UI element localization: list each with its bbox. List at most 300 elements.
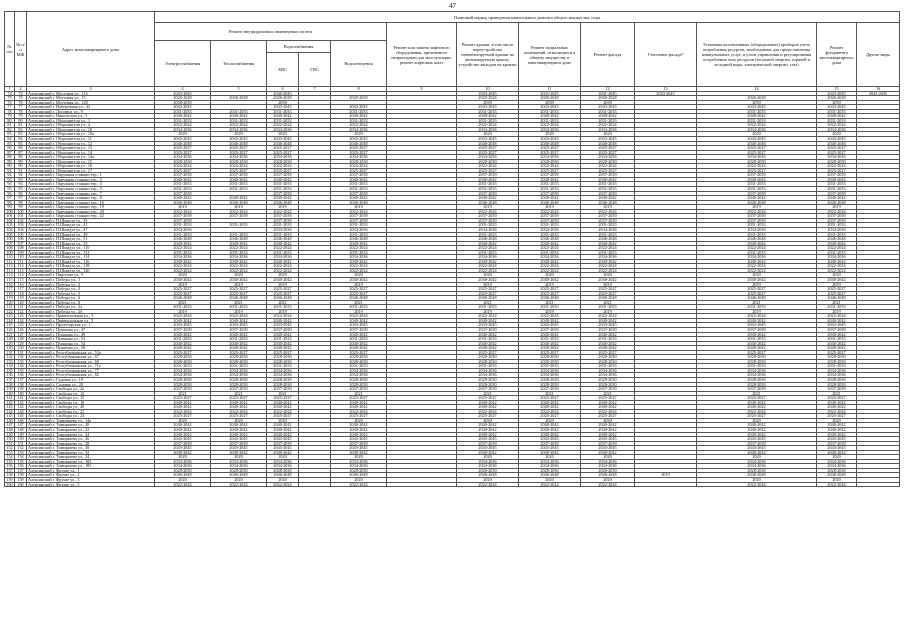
period-cell: 2020 [267,418,299,423]
period-cell: 2031-2033 [457,364,519,369]
period-cell: 2037-2039 [457,327,519,332]
period-cell: 2043-2045 [267,323,299,328]
index-cell: 119 [6,295,13,301]
period-cell: 2019 [697,205,817,210]
period-cell: 2037-2039 [817,191,857,196]
address-cell: Алексинский г. Победы ул., 2 [27,282,155,287]
period-cell: 2037-2039 [211,387,267,392]
period-cell: 2020 [155,273,211,278]
roof-header: Ремонт крыши, в том числе переустройство невентилируемой крыши на вентилируемую крышу, устройство выходов на кровлю [457,23,519,87]
index-cell: 82 [5,127,15,132]
period-cell: 2022-2024 [211,123,267,128]
period-cell: 2037-2039 [155,441,211,446]
period-cell: 2040-2042 [581,341,635,346]
index-cell: 148 [6,427,13,433]
period-cell: 2043-2045 [267,105,299,110]
period-cell: 2040-2042 [211,423,267,428]
index-cell: 122 [15,309,27,314]
period-cell: 2034-2036 [457,368,519,373]
period-cell: 2028-2030 [155,159,211,164]
address-cell: Алексинский г. Республиканская ул., 71а [27,364,155,369]
period-cell: 2022-2024 [211,164,267,169]
period-cell: 2046-2048 [211,200,267,205]
period-cell: 2022-2024 [331,482,387,487]
period-cell: 2043-2045 [267,137,299,142]
index-cell: 141 [15,396,27,401]
period-cell: 2025-2027 [211,350,267,355]
period-cell: 2046-2048 [267,141,299,146]
period-cell: 2034-2036 [581,255,635,260]
period-cell: 2046-2048 [211,296,267,301]
period-cell: 2034-2036 [267,368,299,373]
period-cell: 2046-2048 [817,141,857,146]
period-cell: 2034-2036 [155,227,211,232]
address-cell: Алексинский г. Оборонителя ул., 14 [27,150,155,155]
address-cell: Алексинский г. П.Шмидта ул., 41 [27,223,155,228]
period-cell: 2022-2024 [581,123,635,128]
period-cell: 2021 [155,391,211,396]
period-cell: 2025-2027 [817,287,857,292]
col-no-ml-header: № п/п МЖ [15,12,27,87]
period-cell: 2034-2036 [697,373,817,378]
period-cell: 2040-2042 [211,341,267,346]
period-cell: 2037-2039 [457,218,519,223]
period-cell: 2031-2033 [519,337,581,342]
index-cell: 113 [6,268,13,273]
period-cell: 2037-2039 [211,173,267,178]
period-cell: 2020 [697,418,817,423]
period-cell: 2040-2042 [581,277,635,282]
period-cell: 2043-2045 [331,137,387,142]
period-cell: 2031-2033 [519,182,581,187]
period-cell: 2020 [155,418,211,423]
period-cell: 2034-2036 [457,373,519,378]
address-cell: Алексинский г. Победы ул., 3 [27,287,155,292]
period-cell: 2020 [581,132,635,137]
period-cell: 2019 [457,282,519,287]
period-cell: 2038-2039 [155,100,211,105]
period-cell: 2043-2045 [581,323,635,328]
index-cell: 157 [6,468,13,473]
index-cell: 109 [6,250,13,255]
index-cell: 102 [6,218,13,223]
period-cell: 2040-2042 [331,177,387,182]
period-cell: 2031-2033 [697,305,817,310]
period-cell: 2025-2027 [155,150,211,155]
period-cell: 2026-2028 [155,96,211,101]
index-cell: 85 [15,141,27,146]
period-cell: 2028-2030 [457,468,519,473]
index-cell: 153 [15,450,27,455]
period-cell: 2021 [267,300,299,305]
period-cell: 2026-2028 [697,96,817,101]
address-cell: Алексинский г. Тимирязева ул., 26 [27,437,155,442]
column-number: 5 [211,87,267,92]
period-cell: 2040-2042 [817,259,857,264]
period-cell: 2031-2033 [697,250,817,255]
period-cell: 2021 [697,300,817,305]
period-cell: 2022-2024 [267,314,299,319]
table-row [5,482,900,487]
index-cell: 105 [15,232,27,237]
column-number: 11 [519,87,581,92]
period-cell: 2043-2045 [457,105,519,110]
period-cell: 2040-2042 [267,318,299,323]
index-cell: 130 [15,346,27,351]
period-cell: 2040-2042 [331,196,387,201]
column-number: 7 [299,87,331,92]
index-cell: 145 [15,414,27,419]
period-cell: 2037-2039 [519,387,581,392]
period-cell: 2031-2033 [155,118,211,123]
address-cell: Алексинский г. Мостовая ул., 15 [27,96,155,101]
period-cell: 2037-2039 [519,218,581,223]
address-cell: Алексинский г. П.Шмидта ул., 51 [27,237,155,242]
period-cell: 2025-2026 [457,96,519,101]
index-cell: 91 [15,168,27,173]
period-cell: 2022-2024 [519,409,581,414]
period-cell: 2037-2039 [581,173,635,178]
index-cell: 146 [6,418,13,423]
index-cell: 76 [5,100,15,105]
index-cell: 131 [6,350,13,355]
address-cell: Алексинский г. Набережная ул., 42 [27,105,155,110]
period-cell: 2034-2036 [155,459,211,464]
period-cell: 2037-2039 [331,191,387,196]
period-cell: 2040-2042 [817,196,857,201]
index-cell: 145 [6,413,13,419]
period-cell: 2025-2027 [519,291,581,296]
period-cell: 2040-2042 [155,432,211,437]
period-cell: 2025-2027 [267,146,299,151]
period-cell: 2028-2030 [581,159,635,164]
period-cell: 2040-2042 [331,318,387,323]
period-cell: 2040-2042 [155,423,211,428]
period-cell: 2025-2027 [817,396,857,401]
period-cell: 2034-2036 [581,127,635,132]
period-cell: 2034-2036 [457,464,519,469]
period-cell [635,482,697,487]
period-cell: 2028-2030 [581,468,635,473]
period-cell: 2037-2039 [817,441,857,446]
index-cell: 160 [6,482,13,487]
period-cell: 2040-2042 [457,423,519,428]
period-cell: 2019 [211,309,267,314]
index-cell: 79 [5,114,15,119]
period-cell: 2020 [457,132,519,137]
period-cell: 2025-2027 [155,287,211,292]
period-cell: 2037-2039 [581,214,635,219]
period-cell: 2022-2024 [697,246,817,251]
period-cell: 2025-2027 [581,291,635,296]
index-cell: 132 [6,354,13,360]
period-cell: 2031-2033 [457,223,519,228]
index-cell: 128 [15,337,27,342]
period-cell: 2020 [697,273,817,278]
period-cell: 2025-2027 [457,146,519,151]
period-cell: 2020 [519,455,581,460]
period-cell: 2025-2027 [519,350,581,355]
period-cell: 2034-2036 [457,459,519,464]
period-cell: 2019 [155,282,211,287]
period-cell: 2025-2027 [519,168,581,173]
index-cell: 156 [6,463,13,469]
index-cell: 88 [5,155,15,160]
period-cell: 2040-2042 [457,277,519,282]
period-cell: 2020 [211,132,267,137]
period-cell: 2046-2048 [267,200,299,205]
period-cell: 2019 [817,205,857,210]
period-cell: 2040-2042 [267,114,299,119]
period-cell: 2040-2042 [581,423,635,428]
period-cell: 2034-2036 [457,155,519,160]
period-cell: 2028-2030 [817,355,857,360]
period-cell: 2037-2039 [267,214,299,219]
period-cell: 2031-2033 [267,187,299,192]
period-cell: 2031-2033 [331,118,387,123]
period-cell: 2022-2024 [155,164,211,169]
period-cell: 2025-2027 [331,414,387,419]
period-cell: 2025-2027 [267,287,299,292]
address-cell: Алексинский г. Окружная станции тер., 4 [27,182,155,187]
period-cell: 2040-2042 [519,114,581,119]
period-cell: 2037-2039 [267,218,299,223]
index-cell: 160 [15,482,27,487]
gvs-header: ГВС [299,53,331,87]
address-cell: Алексинский г. Тимирязева ул., 22 [27,428,155,433]
period-cell: 2031-2033 [155,187,211,192]
period-cell: 2022-2024 [697,264,817,269]
period-cell: 2020 [817,478,857,483]
period-cell: 2019 [155,205,211,210]
index-cell: 146 [15,418,27,423]
address-cell: Алексинский г. Победы ул., 5 [27,291,155,296]
period-cell: 2034-2036 [581,155,635,160]
period-cell: 2040-2042 [267,346,299,351]
period-cell: 2026-2028 [519,96,581,101]
index-cell: 127 [6,332,13,337]
period-cell: 2037-2039 [267,327,299,332]
address-cell: Алексинский г. Привокзальная ул., 5 [27,318,155,323]
address-cell: Алексинский г. Тимирязева ул., 34 [27,455,155,460]
period-cell: 2022-2024 [697,123,817,128]
period-cell: 2031-2033 [581,232,635,237]
column-number: 1 [5,87,15,92]
period-cell: 2043-2045 [581,137,635,142]
address-cell: Алексинский г. П.Шмидта ул., 120 [27,268,155,273]
period-cell: 2031-2033 [457,182,519,187]
period-cell: 2040-2042 [211,196,267,201]
period-cell: 2034-2036 [331,464,387,469]
period-cell: 2031-2033 [457,250,519,255]
period-cell: 2031-2033 [211,305,267,310]
period-cell: 2040-2042 [581,400,635,405]
period-cell: 2043-2045 [817,137,857,142]
period-cell: 2022-2024 [519,209,581,214]
period-cell: 2034-2036 [457,127,519,132]
period-cell: 2040-2042 [155,428,211,433]
sewer-header: Водоотведения [331,41,387,87]
period-cell: 2020 [519,418,581,423]
index-cell: 124 [15,318,27,323]
index-cell: 101 [6,213,13,219]
period-cell: 2040-2042 [155,196,211,201]
period-cell: 2031-2033 [457,305,519,310]
period-cell: 2022-2024 [817,409,857,414]
address-cell: Алексинский г. Мостовая ул., 114 [27,91,155,96]
period-cell: 2040-2042 [155,259,211,264]
period-cell: 2043-2045 [581,437,635,442]
period-cell: 2040-2042 [519,400,581,405]
period-cell: 2025-2027 [155,350,211,355]
period-cell: 2040-2042 [581,346,635,351]
index-cell: 135 [15,368,27,373]
period-cell: 2031-2033 [155,337,211,342]
period-cell: 2026-2028 [581,96,635,101]
period-cell: 2022-2024 [519,123,581,128]
period-cell: 2037-2039 [519,173,581,178]
period-cell: 2043-2045 [211,323,267,328]
period-cell: 2040-2042 [697,318,817,323]
period-cell: 2031-2033 [211,232,267,237]
period-cell: 2040-2042 [817,318,857,323]
column-number: 9 [387,87,457,92]
period-cell: 2025-2027 [211,396,267,401]
period-cell: 2031-2033 [211,250,267,255]
period-cell: 2025-2027 [519,414,581,419]
column-number: 6 [267,87,299,92]
period-cell: 2025-2027 [697,146,817,151]
period-cell: 2025-2027 [331,146,387,151]
period-cell: 2040-2042 [519,450,581,455]
period-cell: 2019 [817,309,857,314]
period-cell: 2031-2033 [519,118,581,123]
period-cell: 2031-2033 [581,182,635,187]
period-cell: 2046-2048 [697,237,817,242]
index-cell: 156 [15,464,27,469]
period-cell: 2019 [331,309,387,314]
period-cell: 2043-2045 [457,323,519,328]
period-cell: 2034-2036 [519,227,581,232]
address-cell: Алексинский г. П.Шмидта ул., 47 [27,227,155,232]
index-cell: 77 [5,105,15,110]
period-cell: 2031-2033 [331,182,387,187]
index-cell: 114 [15,273,27,278]
period-cell: 2046-2048 [267,473,299,478]
period-cell: 2040-2042 [457,432,519,437]
period-cell: 2046-2048 [519,200,581,205]
period-cell: 2043-2045 [211,437,267,442]
index-cell: 95 [15,187,27,192]
electro-header: Электроснабжения [155,41,211,87]
period-cell: 2025-2027 [155,396,211,401]
index-cell: 88 [15,155,27,160]
period-cell: 2031-2033 [581,223,635,228]
period-cell: 2040-2042 [817,432,857,437]
period-cell: 2034-2036 [331,127,387,132]
period-cell: 2028-2030 [817,378,857,383]
index-cell: 130 [6,345,13,351]
period-cell: 2022-2024 [581,409,635,414]
period-cell: 2034-2036 [697,464,817,469]
period-cell: 2043-2045 [697,437,817,442]
period-cell: 2019 [211,205,267,210]
period-cell: 2040-2042 [519,259,581,264]
index-cell: 142 [6,400,13,405]
period-cell: 2034-2036 [267,227,299,232]
address-cell: Алексинский г. Победы ул., 8 [27,300,155,305]
address-cell: Алексинский г. Пролетарская ул., 1 [27,323,155,328]
meters-header: Установка коллективных (общедомовых) приборов учета потребления ресурсов, необходимых для предоставления коммунальных услуг, и узлов управления и регулирования потребления этих ресурсов (тепловой энергии, горячей и холодной воды, электрической энергии, газа) [697,23,817,87]
period-cell: 2039 [457,100,519,105]
period-cell: 2034-2036 [211,368,267,373]
period-cell: 2040-2042 [697,423,817,428]
period-cell: 2037-2039 [267,191,299,196]
period-cell: 2028-2030 [457,359,519,364]
period-cell: 2040-2042 [519,196,581,201]
index-cell: 108 [15,246,27,251]
period-cell: 2020 [331,478,387,483]
index-cell: 100 [15,209,27,214]
period-cell: 2028-2030 [267,382,299,387]
period-cell: 2028-2030 [457,378,519,383]
period-cell: 2031-2033 [267,364,299,369]
period-cell: 2034-2036 [331,373,387,378]
period-cell: 2034-2036 [211,373,267,378]
period-cell: 2025-2027 [581,150,635,155]
period-cell: 2028-2030 [519,382,581,387]
index-cell: 116 [6,282,13,287]
period-cell: 2025-2027 [581,414,635,419]
period-cell: 2034-2036 [817,227,857,232]
period-cell: 2025-2027 [211,414,267,419]
period-cell: 2022-2024 [817,164,857,169]
address-cell: Алексинский г. П.Шмидта ул., 53 [27,241,155,246]
period-cell: 2025-2027 [211,287,267,292]
period-cell: 2021 [519,391,581,396]
period-cell: 2031-2033 [817,250,857,255]
period-cell: 2028-2030 [211,359,267,364]
period-cell: 2034-2036 [155,464,211,469]
period-cell: 2043-2045 [457,91,519,96]
period-cell: 2040-2042 [211,400,267,405]
period-cell: 2022-2024 [817,268,857,273]
index-cell: 84 [15,137,27,142]
index-cell: 93 [5,177,15,182]
address-cell: Алексинский г. Оборонителя ул., 1 [27,118,155,123]
period-cell: 2040-2042 [155,177,211,182]
period-cell: 2031-2033 [155,232,211,237]
period-cell: 2040-2042 [697,450,817,455]
period-cell: 2026-2028 [211,96,267,101]
address-cell: Алексинский г. Окружная станции тер., 20 [27,209,155,214]
period-cell: 2020 [211,455,267,460]
period-cell: 2040-2042 [817,423,857,428]
index-cell: 141 [6,395,13,401]
period-cell: 2040-2042 [267,432,299,437]
period-cell: 2040-2042 [331,114,387,119]
index-cell: 82 [15,127,27,132]
period-cell: 2040-2042 [211,277,267,282]
period-cell: 2043-2045 [817,105,857,110]
index-cell: 92 [5,173,15,178]
period-cell: 2028-2030 [817,359,857,364]
period-cell: 2019 [519,205,581,210]
period-cell: 2040-2042 [211,114,267,119]
period-cell: 2031-2033 [267,337,299,342]
period-cell: 2034-2036 [697,227,817,232]
period-cell: 2040-2042 [211,346,267,351]
